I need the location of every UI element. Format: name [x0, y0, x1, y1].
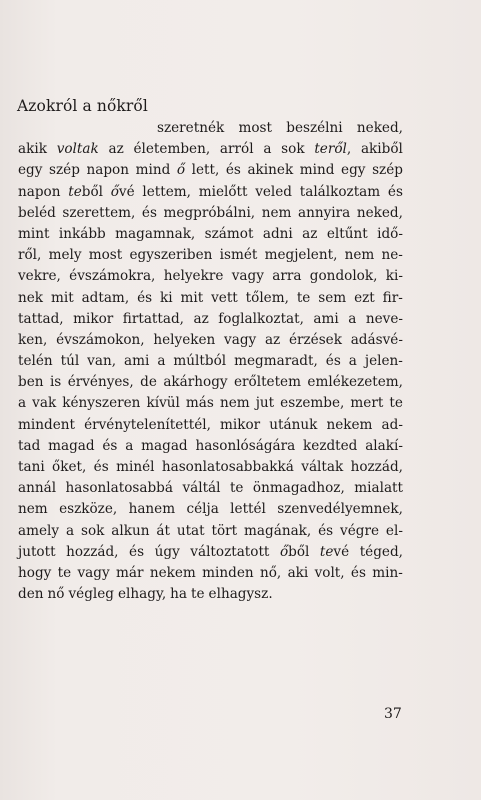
word: eszembe, — [280, 395, 345, 412]
word: firtattad, — [122, 310, 184, 327]
word: végleg — [68, 586, 114, 603]
word: tört — [211, 522, 238, 539]
text-line — [18, 118, 403, 139]
word: kezdted — [303, 437, 358, 454]
text-line — [18, 372, 403, 393]
word: mindent — [18, 416, 75, 433]
word: beléd — [18, 204, 56, 221]
word: ő — [176, 162, 186, 179]
word: szép — [49, 162, 80, 179]
text-line — [18, 309, 403, 330]
word: de — [140, 374, 157, 391]
word: helyeken — [153, 331, 216, 348]
word: mert — [350, 395, 384, 412]
word: amely — [18, 522, 60, 539]
word: teről, — [314, 141, 352, 158]
text-line — [18, 521, 403, 542]
word: volt, — [314, 564, 345, 581]
word: mit — [180, 289, 204, 306]
word: minden — [202, 564, 254, 581]
word: minél — [116, 459, 155, 475]
word: arra — [272, 268, 302, 285]
word: egyszeriben — [129, 247, 213, 264]
word: mit — [50, 289, 74, 306]
word: ki — [160, 289, 173, 306]
word: vett — [211, 289, 238, 306]
word: úgy — [154, 543, 180, 560]
word: hasonlóságára — [195, 437, 296, 454]
word: a — [348, 353, 357, 370]
word: életemben, — [133, 141, 211, 158]
word: teből — [68, 183, 103, 200]
text-line — [18, 245, 403, 266]
word: váltál — [182, 480, 221, 497]
word: magad — [48, 437, 95, 454]
word: te — [191, 586, 205, 603]
word: mind — [299, 162, 335, 179]
word: ről, — [18, 247, 42, 264]
word: és — [325, 353, 341, 370]
word: és — [225, 162, 241, 179]
word: alakí- — [365, 437, 403, 454]
word: emlékezetem, — [307, 374, 403, 391]
word: szenvedélyemnek, — [277, 501, 403, 518]
word: évszámokra, — [69, 268, 156, 285]
text-line — [18, 266, 403, 287]
word: érvényes, — [67, 374, 134, 391]
word: vagy — [77, 564, 110, 581]
word: túl — [60, 353, 80, 370]
text-line — [18, 330, 403, 351]
word: magad — [141, 437, 188, 454]
word: lett, — [191, 162, 220, 179]
text-line — [18, 415, 403, 436]
word: van, — [87, 353, 117, 370]
word: ezt — [354, 289, 375, 306]
word: múltból — [173, 353, 227, 370]
word: a — [125, 437, 134, 454]
word: gondolok, — [309, 268, 378, 285]
word: kényszeren — [62, 395, 141, 412]
word: ami — [313, 310, 339, 327]
word: kívül — [146, 395, 180, 412]
word: most — [88, 247, 123, 264]
word: jelen- — [364, 353, 403, 370]
word: nekem — [149, 564, 196, 581]
word: nő, — [259, 564, 282, 581]
text-line — [18, 139, 403, 160]
word: napon — [86, 162, 129, 179]
word: hozzád, — [350, 459, 403, 475]
word: min- — [372, 564, 403, 581]
word: el- — [385, 522, 403, 539]
word: nekem — [326, 416, 373, 433]
word: idő- — [377, 225, 403, 242]
word: nem — [18, 501, 48, 518]
word: ad- — [381, 416, 403, 433]
word: a — [263, 141, 272, 158]
word: lettem, — [142, 183, 191, 200]
page-number: 37 — [384, 706, 402, 722]
word: lettél — [230, 501, 266, 518]
word: és — [387, 183, 403, 200]
word: elhagysz. — [208, 586, 273, 603]
section-heading: Azokról a nőkről — [17, 97, 148, 115]
word: más — [185, 395, 214, 412]
word: és — [137, 289, 153, 306]
word: adtam, — [81, 289, 130, 306]
word: akinek — [247, 162, 294, 179]
word: már — [116, 564, 144, 581]
text-line — [18, 542, 403, 563]
word: voltak — [56, 141, 99, 158]
word: tattad, — [18, 310, 64, 327]
word: érvénytelenítettél, — [84, 416, 211, 433]
word: veled — [255, 183, 293, 200]
word: az — [193, 310, 209, 327]
word: szerettem, — [62, 204, 136, 221]
word: beszélni — [286, 120, 343, 136]
word: te — [57, 564, 72, 581]
word: vagy — [231, 268, 264, 285]
word: és — [350, 564, 366, 581]
word: hasonlatosabbakká — [161, 459, 294, 475]
word: hasonlatosabbá — [65, 480, 173, 497]
word: mind — [135, 162, 171, 179]
word: számot — [204, 225, 254, 242]
word: vagy — [224, 331, 257, 348]
word: inkább — [58, 225, 106, 242]
word: most — [238, 120, 272, 136]
word: nő — [47, 586, 65, 603]
word: sok — [80, 522, 105, 539]
word: nek — [18, 289, 44, 306]
word: az — [302, 225, 318, 242]
word: den — [18, 586, 44, 603]
word: te — [389, 395, 403, 412]
word: annyira — [298, 204, 351, 221]
word: jutott — [18, 543, 56, 560]
word: alkun — [111, 522, 150, 539]
word: évszámokon, — [56, 331, 145, 348]
text-line — [18, 351, 403, 372]
word: nem — [219, 395, 250, 412]
word: akik — [18, 141, 47, 158]
word: végre — [340, 522, 380, 539]
word: őből — [279, 543, 310, 560]
word: neked, — [356, 204, 403, 221]
word: aki — [287, 564, 309, 581]
word: magának, — [244, 522, 312, 539]
word: utat — [176, 522, 205, 539]
text-line — [18, 182, 403, 203]
word: mely — [48, 247, 82, 264]
word: neve- — [365, 310, 403, 327]
word: tőlem, — [245, 289, 289, 306]
word: ken, — [18, 331, 48, 348]
word: ővé — [110, 183, 135, 200]
word: szép — [372, 162, 403, 179]
word: napon — [18, 183, 61, 200]
word: mielőtt — [198, 183, 248, 200]
word: ben — [18, 374, 44, 391]
word: találkoztam — [299, 183, 381, 200]
word: neked, — [356, 120, 403, 136]
word: helyekre — [163, 268, 224, 285]
word: arról — [219, 141, 254, 158]
word: vekre, — [18, 268, 61, 285]
word: megpróbálni, — [163, 204, 256, 221]
text-line — [18, 457, 403, 478]
word: akiből — [360, 141, 403, 158]
word: mikor — [73, 310, 114, 327]
text-line — [18, 436, 403, 457]
text-line — [18, 499, 403, 520]
word: szeretnék — [157, 120, 225, 136]
word: és — [318, 522, 334, 539]
word: tani — [18, 459, 45, 475]
word: egy — [341, 162, 366, 179]
word: egy — [18, 162, 43, 179]
word: célja — [186, 501, 219, 518]
word: eltűnt — [326, 225, 368, 242]
word: érzések — [288, 331, 342, 348]
word: változtatott — [190, 543, 270, 560]
word: ne- — [381, 247, 403, 264]
word: ki- — [385, 268, 403, 285]
body-text — [18, 118, 403, 605]
text-line — [18, 160, 403, 181]
word: hanem — [128, 501, 176, 518]
word: a — [157, 353, 166, 370]
word: mint — [18, 225, 50, 242]
text-line — [18, 393, 403, 414]
word: az — [264, 331, 281, 348]
word: telén — [18, 353, 53, 370]
word: és — [102, 437, 118, 454]
word: adásvé- — [350, 331, 403, 348]
text-line — [18, 584, 403, 605]
word: őket, — [52, 459, 87, 475]
text-line — [18, 203, 403, 224]
word: sok — [281, 141, 305, 158]
word: tad — [18, 437, 41, 454]
word: a — [65, 522, 75, 539]
text-line — [18, 224, 403, 245]
word: te — [296, 289, 311, 306]
word: az — [108, 141, 124, 158]
word: váltak — [301, 459, 344, 475]
word: sem — [318, 289, 347, 306]
text-line — [18, 563, 403, 584]
word: mikor — [220, 416, 261, 433]
text-line — [18, 288, 403, 309]
word: ismét — [219, 247, 258, 264]
word: és — [141, 204, 157, 221]
word: adni — [262, 225, 293, 242]
word: is — [49, 374, 62, 391]
word: téged, — [359, 543, 403, 560]
text-line — [18, 478, 403, 499]
word: ha — [170, 586, 188, 603]
word: tevé — [319, 543, 350, 560]
word: elhagy, — [118, 586, 167, 603]
word: a — [18, 395, 27, 412]
word: nem — [344, 247, 375, 264]
word: önmagadhoz, — [252, 480, 345, 497]
word: nem — [261, 204, 292, 221]
word: hogy — [18, 564, 52, 581]
word: foglalkoztat, — [218, 310, 304, 327]
word: mialatt — [354, 480, 403, 497]
word: annál — [18, 480, 57, 497]
word: a — [348, 310, 357, 327]
word: át — [156, 522, 170, 539]
word: erőltetem — [234, 374, 301, 391]
word: akárhogy — [163, 374, 228, 391]
word: és — [93, 459, 109, 475]
word: ami — [124, 353, 150, 370]
word: megjelent, — [264, 247, 338, 264]
word: utánuk — [269, 416, 318, 433]
word: hozzád, — [66, 543, 119, 560]
word: fir- — [382, 289, 403, 306]
word: vak — [32, 395, 57, 412]
word: magamnak, — [115, 225, 196, 242]
word: eszköze, — [59, 501, 118, 518]
word: megmaradt, — [234, 353, 318, 370]
word: és — [129, 543, 145, 560]
word: jut — [255, 395, 275, 412]
word: te — [229, 480, 244, 497]
